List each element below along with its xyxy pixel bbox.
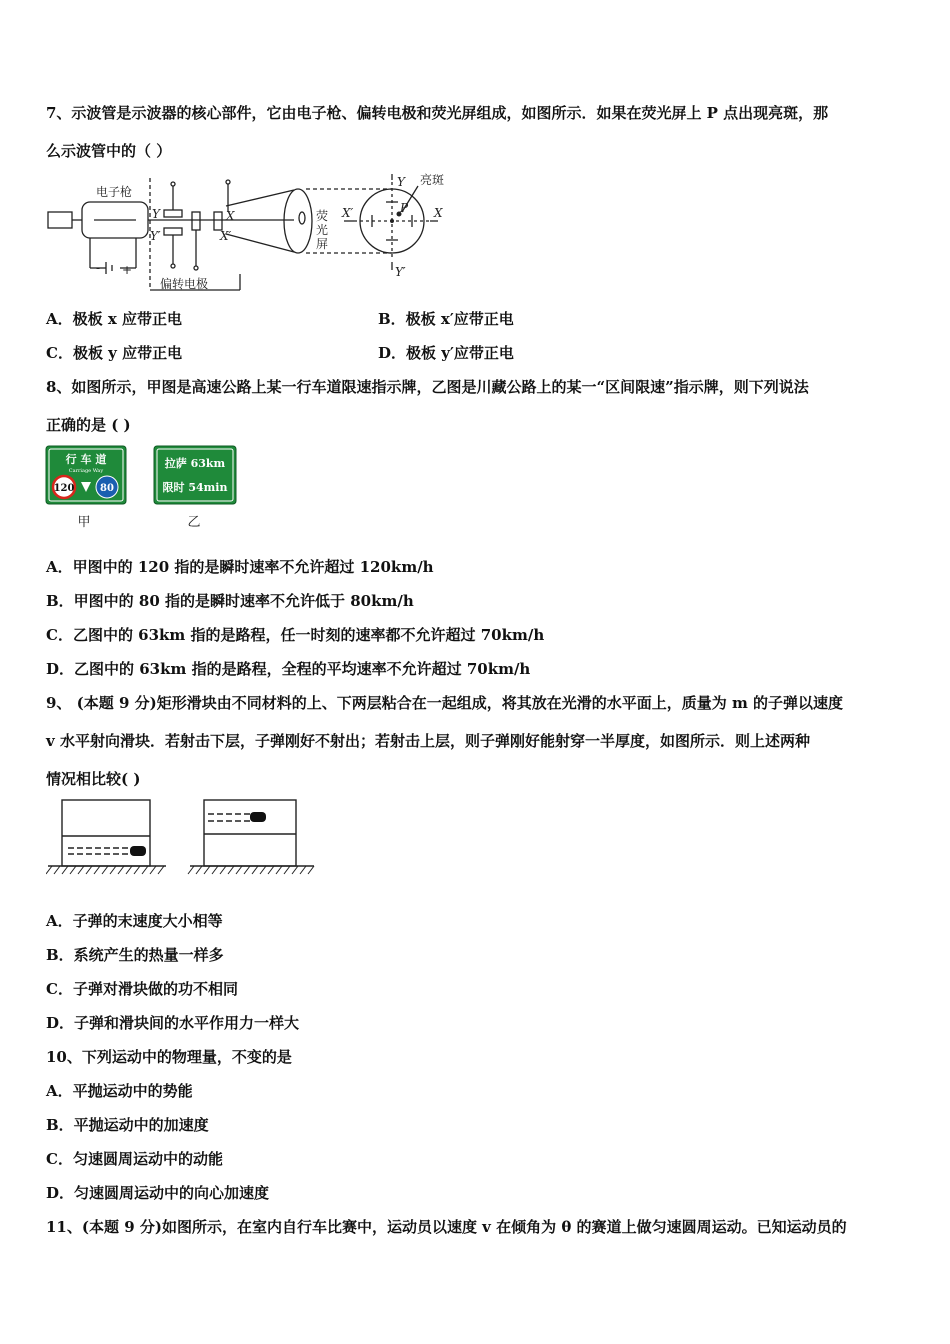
sign-yi-line1: 拉萨 63km [164, 457, 226, 470]
gun-connector [48, 212, 72, 228]
label-deflection-plates: 偏转电极 [160, 277, 209, 291]
q8-stem-line1: 8、如图所示，甲图是高速公路上某一行车道限速指示牌，乙图是川藏公路上的某一“区间限速”指示牌，则下列说法 [46, 378, 809, 396]
q8-stem-line2: 正确的是 ( ) [46, 416, 131, 434]
sign-jia-caption: 甲 [77, 515, 91, 530]
label-X-plate: X [226, 209, 235, 223]
label-minus: - [96, 261, 101, 275]
q7-stem-line2: 么示波管中的（ ） [46, 142, 172, 160]
q9-stem-line2: v 水平射向滑块．若射击下层，子弹刚好不射出；若射击上层，则子弹刚好能射穿一半厚度，如图所示．则上述两种 [46, 732, 810, 750]
q10-option-c[interactable]: C．匀速圆周运动中的动能 [46, 1150, 223, 1168]
q7-option-a[interactable]: A．极板 x 应带正电 [46, 310, 183, 328]
q9-stem-line1: 9、 (本题 9 分)矩形滑块由不同材料的上、下两层粘合在一起组成，将其放在光滑的水平面上，质量为 m 的子弹以速度 [46, 694, 844, 712]
sign-yi-caption: 乙 [187, 515, 201, 530]
x-plate-right [214, 212, 222, 230]
q7-option-c[interactable]: C．极板 y 应带正电 [46, 344, 183, 362]
q8-option-b[interactable]: B．甲图中的 80 指的是瞬时速率不允许低于 80km/h [46, 592, 414, 610]
q10-option-b[interactable]: B．平抛运动中的加速度 [46, 1116, 209, 1134]
label-Xp-screen: X′ [342, 206, 354, 220]
x-plate-left [192, 212, 200, 230]
oscilloscope-figure [44, 172, 456, 296]
block-upper-shot [204, 800, 296, 866]
label-Yp-screen: Y′ [395, 265, 406, 279]
speed-signs-figure [44, 444, 244, 534]
q8-option-c[interactable]: C．乙图中的 63km 指的是路程，任一时刻的速率都不允许超过 70km/h [46, 626, 545, 644]
label-Yp-plate: Y′ [150, 229, 161, 243]
label-screen-3: 屏 [316, 237, 329, 251]
bullet-upper [250, 812, 266, 822]
label-screen-2: 光 [316, 223, 329, 237]
q10-stem: 10、下列运动中的物理量，不变的是 [46, 1048, 292, 1066]
q9-option-d[interactable]: D．子弹和滑块间的水平作用力一样大 [46, 1014, 300, 1032]
q10-option-a[interactable]: A．平抛运动中的势能 [46, 1082, 193, 1100]
label-Y-screen: Y [397, 175, 405, 189]
q11-stem-line1: 11、(本题 9 分)如图所示，在室内自行车比赛中，运动员以速度 v 在倾角为 θ 的赛道上做匀速圆周运动。已知运动员的 [46, 1218, 847, 1236]
label-electron-gun: 电子枪 [96, 185, 133, 199]
q9-stem-line3: 情况相比较( ) [46, 770, 141, 788]
q10-option-d[interactable]: D．匀速圆周运动中的向心加速度 [46, 1184, 270, 1202]
sign-yi [154, 446, 236, 504]
label-Xp-plate: X′ [220, 229, 232, 243]
q8-option-a[interactable]: A．甲图中的 120 指的是瞬时速率不允许超过 120km/h [46, 558, 434, 576]
bullet-lower [130, 846, 146, 856]
sign-jia-max: 120 [53, 483, 75, 494]
sign-yi-line2: 限时 54min [162, 481, 228, 494]
block-lower-shot [62, 800, 150, 866]
y-plate-bottom [164, 228, 182, 235]
sign-jia-min: 80 [100, 483, 114, 494]
slider-bullet-figure [46, 796, 318, 880]
q7-stem-line1: 7、示波管是示波器的核心部件，它由电子枪、偏转电极和荧光屏组成，如图所示．如果在荧光屏上 P 点出现亮斑，那 [46, 104, 829, 122]
label-X-screen: X [434, 206, 443, 220]
q9-option-c[interactable]: C．子弹对滑块做的功不相同 [46, 980, 238, 998]
q9-option-a[interactable]: A．子弹的末速度大小相等 [46, 912, 223, 930]
sign-jia-title: 行 车 道 [65, 453, 107, 466]
q7-option-d[interactable]: D．极板 y′应带正电 [378, 344, 514, 362]
sign-jia-subtitle: Carriage Way [68, 468, 104, 474]
label-plus: + [122, 263, 133, 277]
q9-option-b[interactable]: B．系统产生的热量一样多 [46, 946, 224, 964]
screen-ellipse [284, 189, 312, 253]
q7-option-b[interactable]: B．极板 x′应带正电 [378, 310, 514, 328]
label-Y-plate: Y [152, 207, 160, 221]
q8-option-d[interactable]: D．乙图中的 63km 指的是路程，全程的平均速率不允许超过 70km/h [46, 660, 531, 678]
label-screen-1: 荧 [316, 209, 329, 223]
label-bright-spot: 亮斑 [420, 173, 445, 187]
y-plate-top [164, 210, 182, 217]
label-P: P [400, 201, 409, 215]
